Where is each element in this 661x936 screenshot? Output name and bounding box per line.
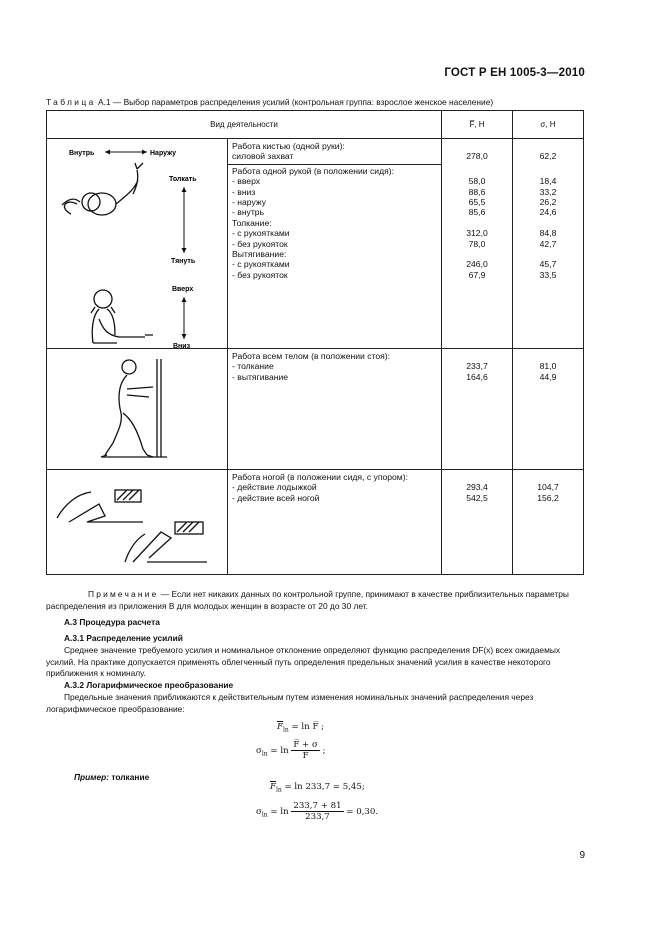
hand-arm-illustration-cell (47, 139, 228, 349)
activity-cell-hand (228, 139, 442, 349)
formula-numerator: F̅ + σ (293, 740, 318, 750)
sigma-value: 26,2 (539, 197, 557, 207)
formula-mean-log (277, 722, 324, 734)
note-prefix: Примечание (88, 589, 159, 599)
section-a31-heading: А.3.1 Распределение усилий (64, 633, 183, 643)
side-view-figure (91, 290, 153, 343)
mean-force-value: 78,0 (468, 238, 486, 249)
label-outside: Наружу (150, 150, 176, 157)
label-inside: Внутрь (69, 150, 95, 157)
example-label: Пример: (74, 772, 110, 782)
section-a3-heading: А.3 Процедура расчета (64, 617, 160, 627)
formula-rhs: = ln F̅ ; (288, 722, 325, 732)
formula-symbol: F̅ (270, 782, 276, 792)
force-parameters-table (46, 110, 584, 575)
sigma-value: 42,7 (539, 238, 557, 249)
sigma-value: 24,6 (539, 207, 557, 218)
label-up: Вверх (172, 286, 194, 293)
table-caption (46, 97, 493, 107)
section-a31-text: Среднее значение требуемого усилия и номинальное отклонение определяют функцию распределения DF(x) всех ожидаемых усилий. На практике допускается применять облегченный путь определения предельных значений усилия в качестве некоторого приближения к номиналу. (46, 645, 561, 679)
formula-rhs: = ln 233,7 = 5,45; (281, 782, 365, 792)
label-down: Вниз (173, 343, 191, 350)
example-text: толкание (109, 772, 150, 782)
mean-force-value: 246,0 (466, 259, 488, 270)
formula-symbol: F̅ (277, 722, 283, 732)
mean-force-value: 88,6 (468, 186, 486, 197)
formula-symbol: σ (256, 807, 262, 817)
sigma-value: 104,7 (537, 482, 559, 493)
sigma-value: 156,2 (537, 492, 559, 503)
activity-line: - с рукоятками (232, 228, 290, 239)
activity-line: Работа одной рукой (в положении сидя): (232, 165, 394, 176)
activity-line: - без рукояток (232, 269, 288, 280)
activity-line: Работа кистью (одной руки): (232, 141, 345, 151)
formula-subscript: ln (261, 750, 268, 758)
label-pull: Тянуть (171, 258, 196, 265)
formula-subscript: ln (282, 726, 289, 734)
formula-numerator: 233,7 + 81 (293, 801, 342, 811)
activity-line: - внутрь (232, 207, 265, 218)
example-formula-sigma (256, 801, 378, 822)
formula-symbol: σ (256, 746, 262, 756)
formula-subscript: ln (275, 786, 282, 794)
mean-force-value: 85,6 (468, 207, 486, 218)
activity-cell-leg (228, 470, 442, 575)
formula-denominator: 233,7 (305, 812, 330, 822)
standing-push-figure-illustration (47, 349, 228, 467)
activity-line: Работа ногой (в положении сидя, с упором): (232, 472, 408, 482)
activity-line: - толкание (232, 361, 274, 372)
activity-line: - без рукояток (232, 238, 288, 249)
section-a32-text: Предельные значения приближаются к действительным путем изменения номинальных значений распределения через логарифмическое преобразование: (46, 692, 534, 714)
header-mean-force: F̅, Н (442, 111, 513, 139)
mean-force-cell-hand (442, 139, 513, 349)
mean-force-value: 65,5 (468, 197, 486, 207)
sigma-value: 84,8 (539, 228, 557, 239)
mean-force-value: 312,0 (466, 228, 488, 239)
label-push: Толкать (169, 176, 197, 183)
sigma-value: 18,4 (539, 176, 557, 187)
sigma-value: 44,9 (539, 371, 557, 382)
sigma-value: 33,2 (539, 186, 557, 197)
sigma-cell-leg (513, 470, 584, 575)
activity-line: Вытягивание: (232, 249, 287, 260)
mean-force-value: 58,0 (468, 176, 486, 187)
activity-line: - вверх (232, 176, 261, 187)
seated-arm-figures-illustration (47, 139, 228, 350)
mean-force-value: 278,0 (466, 151, 488, 162)
mean-force-value: 67,9 (468, 269, 486, 280)
sigma-cell-hand (513, 139, 584, 349)
leg-illustration-cell (47, 470, 228, 575)
table-note (46, 589, 585, 612)
mean-force-value: 233,7 (466, 361, 488, 372)
formula-end: = 0,30. (343, 807, 379, 817)
top-view-figure (62, 163, 143, 215)
caption-text: А.1 — Выбор параметров распределения усилий (контрольная группа: взрослое женское население) (95, 97, 494, 107)
activity-line: - наружу (232, 197, 266, 208)
activity-line: - действие лодыжкой (232, 482, 317, 493)
mean-force-cell-whole-body (442, 349, 513, 470)
sigma-value: 62,2 (539, 151, 557, 162)
formula-subscript: ln (261, 811, 268, 819)
mean-force-value: 542,5 (466, 492, 488, 503)
activity-line: Работа всем телом (в положении стоя): (232, 351, 391, 361)
formula-denominator: F̅ (302, 751, 309, 761)
page-number: 9 (579, 850, 585, 861)
formula-ln: = ln (267, 807, 292, 817)
formula-sigma-log (256, 740, 326, 761)
sigma-value: 33,5 (539, 269, 557, 280)
mean-force-cell-leg (442, 470, 513, 575)
document-id-header: ГОСТ Р ЕН 1005-3—2010 (444, 67, 585, 79)
formula-end: ; (319, 746, 326, 756)
table-header-row (47, 111, 584, 139)
example-formula-mean (270, 782, 365, 794)
sigma-value: 81,0 (539, 361, 557, 372)
activity-line: - с рукоятками (232, 259, 290, 270)
formula-ln: = ln (267, 746, 292, 756)
activity-line: - действие всей ногой (232, 492, 320, 503)
activity-line: Толкание: (232, 217, 272, 228)
activity-cell-whole-body (228, 349, 442, 470)
mean-force-value: 293,4 (466, 482, 488, 493)
sigma-value: 45,7 (539, 259, 557, 270)
whole-body-illustration-cell (47, 349, 228, 470)
header-sigma: σ, Н (513, 111, 584, 139)
section-a32-heading: А.3.2 Логарифмическое преобразование (64, 680, 234, 690)
caption-prefix: Таблица (46, 97, 96, 107)
sigma-cell-whole-body (513, 349, 584, 470)
activity-line: силовой захват (232, 151, 294, 162)
note-text: — Если нет никаких данных по контрольной группе, принимают в качестве приблизительных параметры распределения из приложения В для молодых женщин в возрасте от 20 до 30 лет. (46, 589, 569, 611)
seated-leg-figures-illustration (47, 470, 228, 572)
activity-line: - вытягивание (232, 371, 289, 382)
mean-force-value: 164,6 (466, 371, 488, 382)
activity-line: - вниз (232, 186, 256, 197)
header-activity: Вид деятельности (47, 111, 442, 139)
